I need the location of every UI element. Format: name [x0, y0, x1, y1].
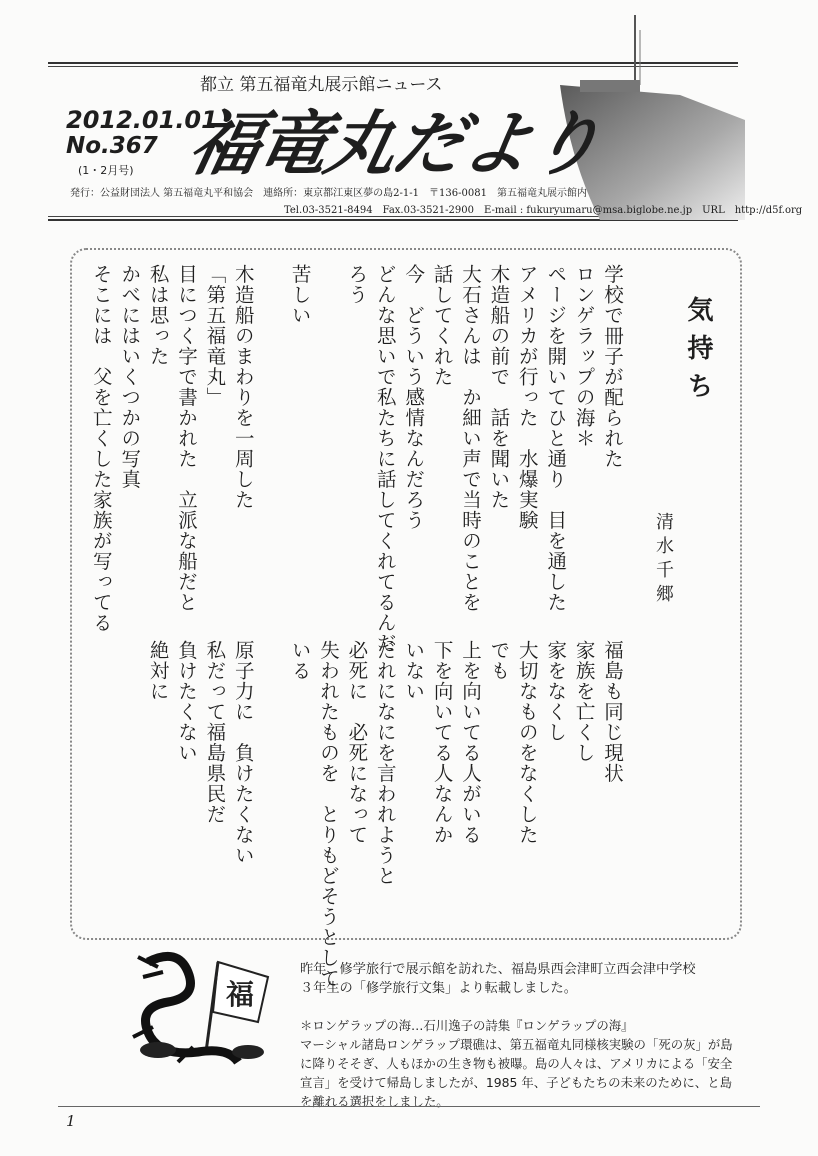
footnote	[300, 1016, 733, 1111]
footnote-line: 宣言」を受けて帰島しましたが、1985 年、子どもたちの未来のために、と島	[300, 1075, 732, 1090]
poem-author: 清水千郷	[653, 512, 674, 608]
poem-line: 大石さんは か細い声で当時のことを	[459, 264, 482, 613]
flag-character: 福	[226, 978, 255, 1011]
poem-line: 負けたくない	[175, 640, 198, 763]
poem-line: 目につく字で書かれた 立派な船だと	[175, 264, 198, 613]
intro-line-2: ３年生の「修学旅行文集」より転載しました。	[300, 981, 577, 996]
poem-line: 失われたものを とりもどそうとして	[317, 640, 340, 989]
poem-line: 上を向いてる人がいる	[459, 640, 482, 845]
poem-line: 私だって福島県民だ	[203, 640, 227, 825]
contact-line: Tel.03-3521-8494 Fax.03-3521-2900 E-mail : fukuryumaru@msa.biglobe.ne.jp URL http://d5f.org	[284, 205, 803, 216]
newsletter-subtitle: 都立 第五福竜丸展示館ニュース	[200, 75, 443, 95]
intro-line-1: 昨年、修学旅行で展示館を訪れた、福島県西会津町立西会津中学校	[300, 962, 696, 977]
poem-line: 苦しい	[288, 264, 312, 326]
poem-line: 家族を亡くし	[572, 640, 596, 763]
poem-line: ページを開いてひと通り 目を通した	[544, 264, 568, 613]
poem-line: いる	[288, 640, 312, 681]
poem-line: でも	[487, 640, 511, 681]
poem-line: 必死に 必死になって	[345, 640, 369, 845]
page-number: 1	[66, 1112, 76, 1130]
poem-line: 下を向いてる人なんか	[430, 640, 454, 845]
footnote-line: ＊ロンゲラップの海…石川逸子の詩集『ロンゲラップの海』	[300, 1018, 634, 1033]
poem-line: 大切なものをなくした	[515, 640, 539, 845]
poem-line: 今 どういう感情なんだろう	[402, 264, 426, 531]
poem-line: 福島も同じ現状	[601, 640, 624, 784]
footnote-line: に降りそそぎ、人もほかの生き物も被曝。島の人々は、アメリカによる「安全	[300, 1056, 733, 1071]
issue-number: No.367	[66, 133, 158, 159]
poem-line: 木造船の前で 話を聞いた	[487, 264, 511, 510]
poem-line: ロンゲラップの海＊	[572, 264, 596, 449]
poem-line: 「第五福竜丸」	[203, 264, 227, 408]
poem-line: ろう	[345, 264, 369, 305]
poem-line: 家をなくし	[544, 640, 568, 743]
footnote-line: マーシャル諸島ロンゲラップ環礁は、第五福竜丸同様核実験の「死の灰」が島	[300, 1037, 733, 1052]
poem-line: いない	[402, 640, 426, 702]
footnote-line: を離れる選択をしました。	[300, 1094, 449, 1109]
publisher-line: 発行：公益財団法人 第五福竜丸平和協会 連絡所：東京都江東区夢の島2-1-1 〒136-0081 第五福竜丸展示館内	[70, 188, 587, 199]
poem-line: そこには 父を亡くした家族が写ってる	[89, 264, 113, 633]
poem-line: どんな思いで私たちに話してくれてるんだ	[373, 264, 397, 654]
poem-line: 絶対に	[146, 640, 170, 702]
poem-line: だれになにを言われようと	[373, 640, 397, 886]
issue-month: (1・2月号)	[78, 164, 134, 177]
poem-line: かべにはいくつかの写真	[118, 264, 142, 490]
newsletter-title: 福竜丸だより	[182, 102, 608, 185]
footer-rule	[58, 1106, 760, 1107]
poem-line: アメリカが行った 水爆実験	[515, 264, 539, 531]
poem-title: 気持ち	[683, 296, 713, 410]
poem-line: 原子力に 負けたくない	[231, 640, 255, 866]
poem-line: 木造船のまわりを一周した	[231, 264, 255, 510]
dragon-flag-illustration	[118, 942, 288, 1077]
poem-line: 話してくれた	[430, 264, 454, 387]
issue-date: 2012.01.01	[66, 106, 218, 134]
poem-line: 私は思った	[146, 264, 170, 367]
poem-line: 学校で冊子が配られた	[601, 264, 624, 469]
